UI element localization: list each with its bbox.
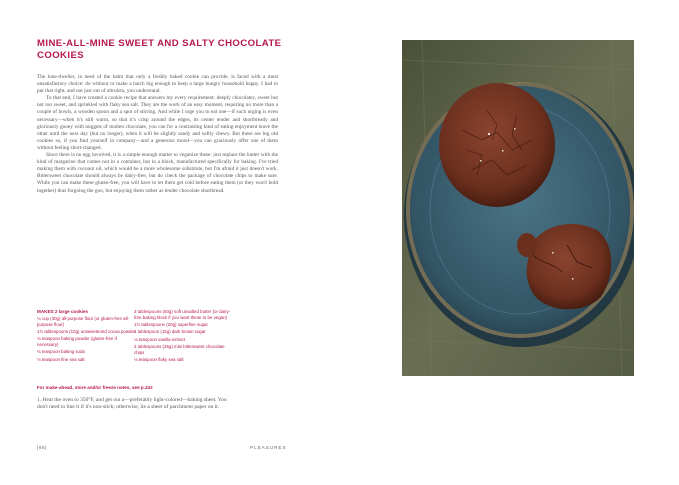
ingredient-item: ⅛ teaspoon flaky sea salt xyxy=(134,356,184,362)
method-step-1: 1. Heat the oven to 350°F, and get out a—preferably light-colored—baking sheet. You don't need to line it if it's non-stick; otherwise, lie a sheet of parchment paper on it. xyxy=(37,397,227,411)
intro-paragraph: The lone-dweller, in need of the balm that only a freshly baked cookie can provide, is faced with a most unsatisfactory choice: do without or make a batch big enough to keep a large hungry household happy. I had to put that right, and not just out of altruism, you understand. xyxy=(37,74,278,95)
ingredient-item: ⅛ teaspoon baking powder (gluten-free if necessary) xyxy=(37,336,117,348)
intro-paragraph: To that end, I have created a cookie recipe that answers my every requirement: deeply chocolatey, sweet but not too sweet, and sprinkled with flaky sea salt. They are the work of an easy moment, requiring no more than a couple of bowls, a wooden spoon and a spot of stirring. And while I urge you to eat one—if such urging is even necessary—when it's still warm, so that it's crisp around the edges, its center tender and shortbready and gloriously gooey with nuggets of molten chocolate, you can for a contrasting kind of eating enjoyment leave the other until the next day (but no longer), when it will be slightly sandy and softly chewy. But these are big old cookies so, if you find yourself in company—and a generous mood—you can graciously offer one of them without feeling short-changed. xyxy=(37,95,278,151)
ingredient-item: 2 tablespoons (25g) mini bittersweet chocolate chips xyxy=(134,343,225,355)
right-page xyxy=(340,0,679,485)
ingredient-item: ⅛ teaspoon baking soda xyxy=(37,349,85,355)
section-label: PLEASURES xyxy=(250,445,287,450)
page-number: [86] xyxy=(37,445,48,450)
ingredient-item: 1½ tablespoons (10g) unsweetened cocoa powder xyxy=(37,329,136,335)
ingredient-item: 1 tablespoon (15g) dark brown sugar xyxy=(134,329,206,335)
cookies-on-plate-icon xyxy=(402,40,634,376)
ingredient-item: 3 tablespoons (50g) soft unsalted butter (or dairy-free baking block if you want these to be vegan) xyxy=(134,309,231,320)
ingredient-item: ¼ cup (30g) all-purpose flour (or gluten-free all-purpose flour) xyxy=(37,316,130,327)
ingredients-left-column xyxy=(37,316,139,364)
recipe-title: MINE-ALL-MINE SWEET AND SALTY CHOCOLATE COOKIES xyxy=(37,38,282,61)
makes-label: MAKES 2 large cookies xyxy=(37,309,89,314)
cookies-photo xyxy=(402,40,634,376)
cookie-fragment xyxy=(517,233,537,257)
make-ahead-note: For make-ahead, store and/or freeze notes, see p.332 xyxy=(37,385,153,390)
ingredients-right-column xyxy=(134,309,236,364)
cookie-broken xyxy=(527,224,612,309)
cookie-top xyxy=(439,83,555,207)
intro-paragraph: Since there is no egg involved, it is a simple enough matter to veganize these: just replace the butter with the kind of margarine that comes not in a container, but in a block, manufactured specifically for baking. I've tried making them with coconut oil, which would be a more wholesome substitute, but I'm afraid it just doesn't work. Bittersweet chocolate should always be dairy-free, but do check the package of chocolate chips to make sure. While you can make these gluten-free, you will have to let them get cold before eating them (or they won't hold together) thus forgoing the goo, but enjoying them rather as tender chocolate shortbread. xyxy=(37,152,278,194)
ingredient-item: ⅛ teaspoon fine sea salt xyxy=(37,356,85,362)
intro-text xyxy=(37,74,278,195)
ingredient-item: ⅛ teaspoon vanilla extract xyxy=(134,336,186,342)
ingredient-item: 1½ tablespoons (20g) superfine sugar xyxy=(134,322,208,328)
